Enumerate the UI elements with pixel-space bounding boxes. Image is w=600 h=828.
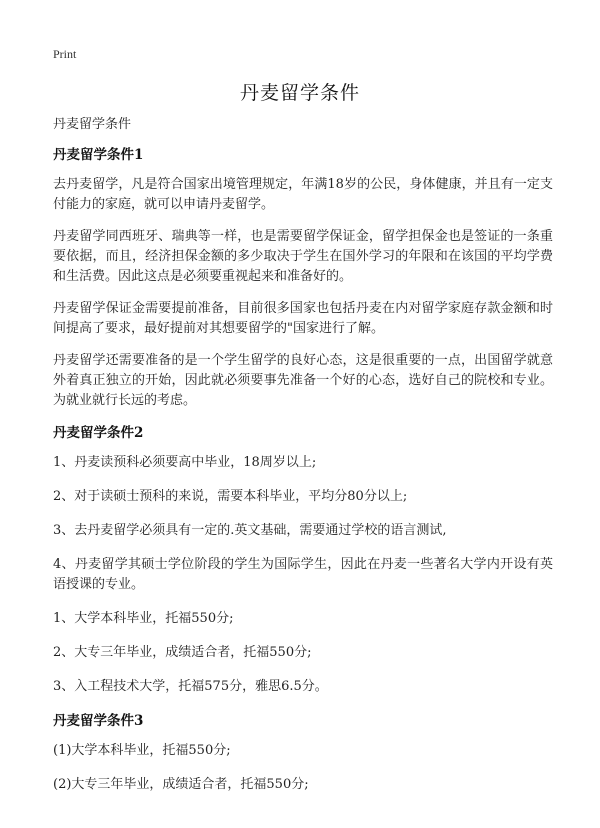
paragraph: 去丹麦留学，凡是符合国家出境管理规定，年满18岁的公民，身体健康，并且有一定支付能力的家庭，就可以申请丹麦留学。 — [53, 177, 553, 212]
list-item: 3、入工程技术大学，托福575分，雅思6.5分。 — [53, 679, 328, 694]
section-3 — [53, 711, 553, 795]
document-body — [53, 115, 553, 809]
list-item: 3、去丹麦留学必须具有一定的.英文基础，需要通过学校的语言测试, — [53, 523, 447, 538]
paragraph: 丹麦留学同西班牙、瑞典等一样，也是需要留学保证金，留学担保金也是签证的一条重要依据，而且，经济担保金额的多少取决于学生在国外学习的年限和在该国的平均学费和生活费。因此这点是必须要重视起来和准备好的。 — [53, 229, 553, 284]
paragraph: 丹麦留学还需要准备的是一个学生留学的良好心态，这是很重要的一点，出国留学就意外着真正独立的开始，因此就必须要事先准备一个好的心态，选好自己的院校和专业。为就业就行长远的考虑。 — [53, 353, 553, 408]
list-item: 2、对于读硕士预科的来说，需要本科毕业，平均分80分以上; — [53, 489, 408, 504]
section-heading: 丹麦留学条件3 — [53, 713, 144, 729]
list-item: 4、丹麦留学其硕士学位阶段的学生为国际学生，因此在丹麦一些著名大学内开设有英语授课的专业。 — [53, 557, 553, 592]
list-item: (1)大学本科毕业，托福550分; — [53, 743, 231, 758]
section-heading: 丹麦留学条件1 — [53, 147, 144, 163]
paragraph: 丹麦留学保证金需要提前准备，目前很多国家也包括丹麦在内对留学家庭存款金额和时间提高了要求，最好提前对其想要留学的"国家进行了解。 — [53, 301, 553, 336]
section-heading: 丹麦留学条件2 — [53, 425, 144, 441]
section-1 — [53, 145, 553, 411]
list-item: 1、大学本科毕业，托福550分; — [53, 611, 234, 626]
document-title: 丹麦留学条件 — [239, 82, 360, 104]
document-subtitle: 丹麦留学条件 — [53, 117, 132, 132]
print-link[interactable]: Print — [53, 47, 77, 61]
list-item: 1、丹麦读预科必须要高中毕业，18周岁以上; — [53, 455, 317, 470]
list-item: 2、大专三年毕业，成绩适合者，托福550分; — [53, 645, 312, 660]
section-2 — [53, 423, 553, 697]
list-item: (2)大专三年毕业，成绩适合者，托福550分; — [53, 777, 309, 792]
